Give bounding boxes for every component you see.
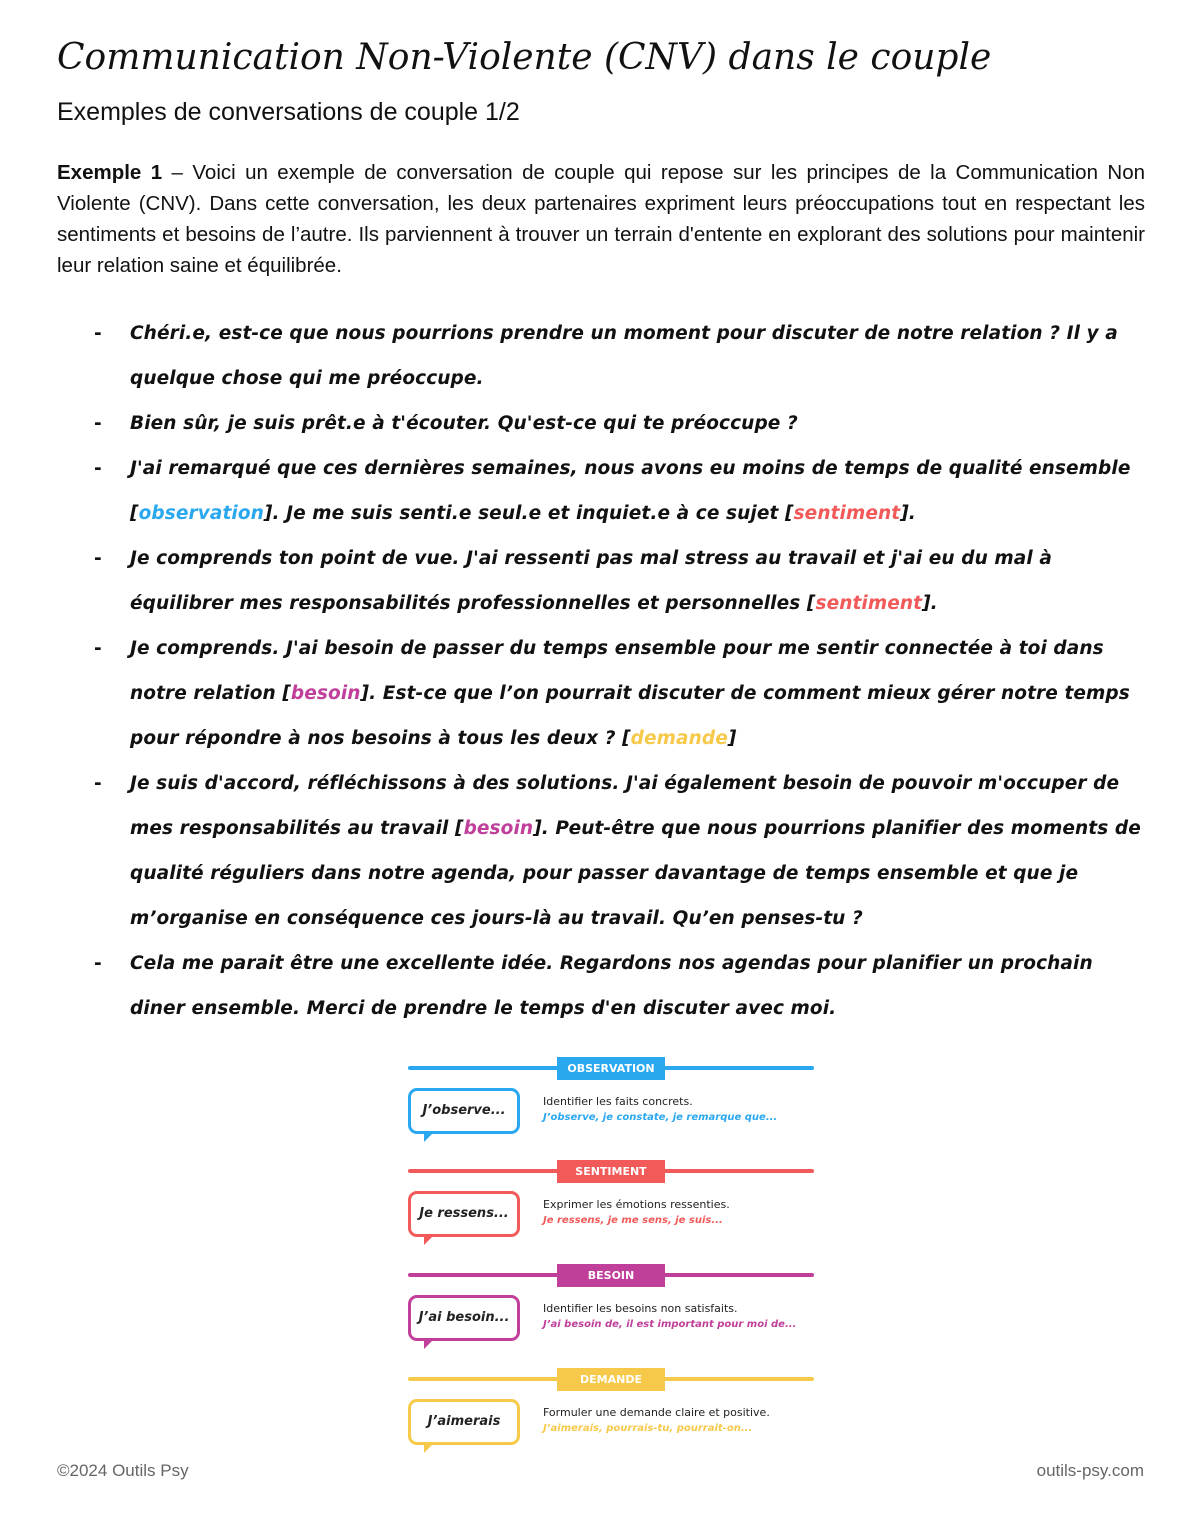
dialogue-text: ]. Je me suis senti.e seul.e et inquiet.e à ce sujet [ (263, 503, 794, 524)
step-description: Identifier les besoins non satisfaits. (543, 1302, 738, 1315)
step-example: Je ressens, je me sens, je suis... (543, 1215, 723, 1226)
tag-besoin: besoin (290, 683, 361, 704)
list-bullet: - (94, 638, 102, 659)
dialogue-line (57, 401, 1149, 446)
intro-label: Exemple 1 (57, 161, 163, 184)
speech-bubble (408, 1088, 520, 1134)
tag-sentiment: sentiment (793, 503, 901, 524)
step-badge: SENTIMENT (557, 1160, 665, 1183)
cnv-diagram (405, 1057, 815, 1447)
cnv-step-demande (405, 1368, 815, 1458)
dialogue-line (57, 941, 1149, 1031)
dialogue-line (57, 536, 1149, 626)
tag-besoin: besoin (463, 818, 534, 839)
tag-observation: observation (138, 503, 264, 524)
list-bullet: - (94, 548, 102, 569)
footer-copyright: ©2024 Outils Psy (57, 1461, 189, 1480)
dialogue-text: Je comprends ton point de vue. J'ai ressenti pas mal stress au travail et j'ai eu du mal à équilibrer mes responsabilités professionnelles et personnelles [ (130, 548, 1052, 614)
tag-demande: demande (630, 728, 728, 749)
cnv-step-sentiment (405, 1160, 815, 1250)
page-title: Communication Non-Violente (CNV) dans le couple (57, 37, 992, 78)
dialogue-text: Je suis d'accord, réfléchissons à des solutions. J'ai également besoin de pouvoir m'occuper de mes responsabilités au travail [ (130, 773, 1120, 839)
intro-paragraph (57, 157, 1145, 281)
tag-sentiment: sentiment (815, 593, 923, 614)
speech-bubble (408, 1295, 520, 1341)
bubble-tail (424, 1339, 434, 1349)
speech-bubble (408, 1399, 520, 1445)
dialogue-text: ]. Est-ce que l’on pourrait discuter de comment mieux gérer notre temps pour répondre à nos besoins à tous les deux ? [ (130, 683, 1130, 749)
step-badge: OBSERVATION (557, 1057, 665, 1080)
dialogue-text: J'ai remarqué que ces dernières semaines, nous avons eu moins de temps de qualité ensemble [ (130, 458, 1131, 524)
dialogue-text: Bien sûr, je suis prêt.e à t'écouter. Qu'est-ce qui te préoccupe ? (130, 413, 798, 434)
dialogue-line (57, 761, 1149, 941)
cnv-step-besoin (405, 1264, 815, 1354)
dialogue-text: Je comprends. J'ai besoin de passer du temps ensemble pour me sentir connectée à toi dans notre relation [ (130, 638, 1104, 704)
step-badge: BESOIN (557, 1264, 665, 1287)
bubble-tail (424, 1443, 434, 1453)
footer-website-link[interactable]: outils-psy.com (1036, 1461, 1144, 1480)
dialogue-text: Chéri.e, est-ce que nous pourrions prendre un moment pour discuter de notre relation ? Il y a quelque chose qui me préoccupe. (130, 323, 1118, 389)
step-description: Identifier les faits concrets. (543, 1095, 693, 1108)
step-example: J’observe, je constate, je remarque que... (543, 1112, 778, 1123)
dialogue-text: ]. (922, 593, 938, 614)
list-bullet: - (94, 458, 102, 479)
list-bullet: - (94, 413, 102, 434)
list-bullet: - (94, 773, 102, 794)
bubble-text: J’ai besoin... (418, 1310, 510, 1325)
step-badge: DEMANDE (557, 1368, 665, 1391)
step-description: Formuler une demande claire et positive. (543, 1406, 770, 1419)
dialogue-list (57, 311, 1149, 1031)
step-description: Exprimer les émotions ressenties. (543, 1198, 730, 1211)
dialogue-text: ]. Peut-être que nous pourrions planifier des moments de qualité réguliers dans notre agenda, pour passer davantage de temps ensemble et que je m’organise en conséquence ces jours-là au travail. Qu’en penses-tu ? (130, 818, 1141, 929)
dialogue-text: Cela me parait être une excellente idée. Regardons nos agendas pour planifier un prochain diner ensemble. Merci de prendre le temps d'en discuter avec moi. (130, 953, 1093, 1019)
bubble-text: J’aimerais (427, 1414, 501, 1429)
dialogue-line (57, 446, 1149, 536)
dialogue-line (57, 311, 1149, 401)
bubble-tail (424, 1235, 434, 1245)
bubble-text: Je ressens... (419, 1206, 509, 1221)
page-subtitle: Exemples de conversations de couple 1/2 (57, 98, 520, 126)
list-bullet: - (94, 323, 102, 344)
bubble-tail (424, 1132, 434, 1142)
dialogue-text: ]. (900, 503, 916, 524)
intro-text: – Voici un exemple de conversation de couple qui repose sur les principes de la Communication Non Violente (CNV). Dans cette conversation, les deux partenaires expriment leurs préoccupations tout en respectant les sentiments et besoins de l’autre. Ils parviennent à trouver un terrain d'entente en explorant des solutions pour maintenir leur relation saine et équilibrée. (57, 161, 1145, 277)
cnv-step-observation (405, 1057, 815, 1147)
step-example: J’aimerais, pourrais-tu, pourrait-on... (543, 1423, 753, 1434)
bubble-text: J’observe... (422, 1103, 506, 1118)
speech-bubble (408, 1191, 520, 1237)
dialogue-line (57, 626, 1149, 761)
step-example: J’ai besoin de, il est important pour moi de... (543, 1319, 797, 1330)
dialogue-text: ] (727, 728, 737, 749)
list-bullet: - (94, 953, 102, 974)
